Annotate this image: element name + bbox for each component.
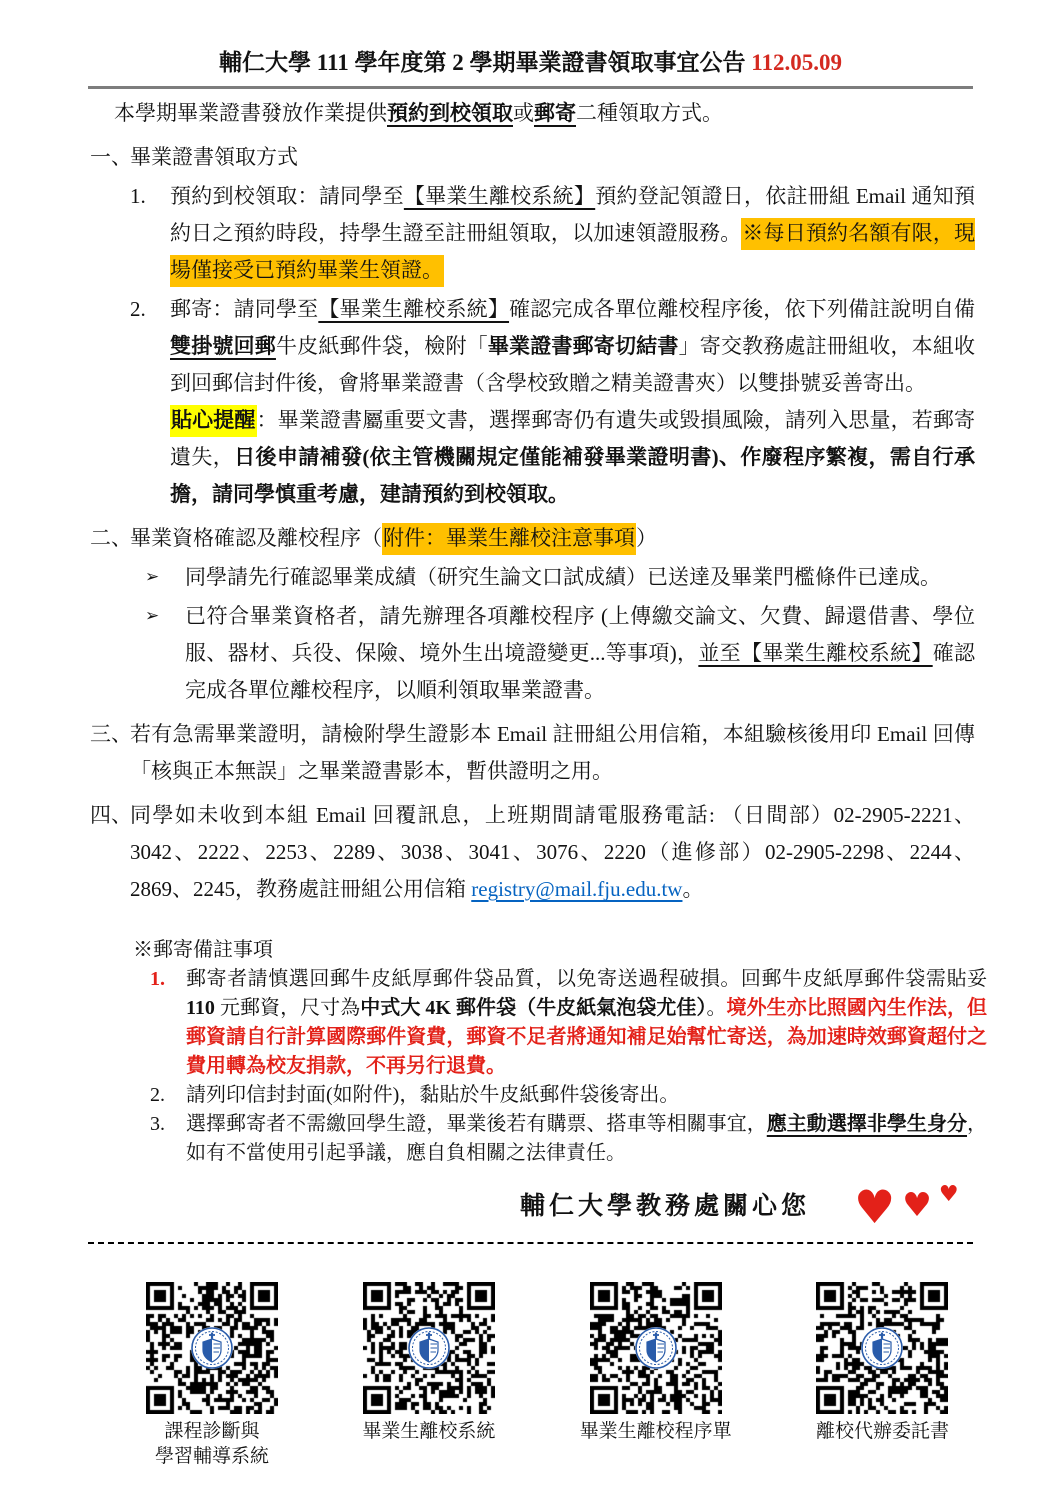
run: ，如有不當使用引起爭議，應自負相關之法律責任。 [186, 1113, 988, 1164]
section1-item-2 [130, 291, 975, 513]
note-number: 2. [150, 1084, 165, 1106]
note-number: 3. [150, 1113, 165, 1135]
qr-code-row [146, 1282, 949, 1469]
run: 預約到校領取 [387, 101, 513, 125]
qr-code [363, 1282, 495, 1414]
section-number: 一、 [90, 145, 132, 169]
section-heading-text [130, 520, 975, 557]
heart-icon: ♥ [854, 1180, 896, 1234]
arrow-bullet-icon: ➢ [145, 606, 160, 626]
warning-text: 境外生亦比照國內生作法，但郵資請自行計算國際郵件資費，郵資不足者將通知補足始幫忙寄送，為加速時效郵資超付之費用轉為校友捐款，不再另行退費。 [186, 997, 988, 1077]
run: 應主動選擇非學生身分 [766, 1113, 968, 1135]
item-text [170, 178, 975, 289]
run: 【畢業生離校系統】 [403, 184, 596, 208]
section-2-heading [90, 520, 975, 557]
heart-icon: ♥ [938, 1182, 959, 1207]
section-4 [90, 797, 975, 908]
run: 元郵資，尺寸為 [214, 997, 361, 1019]
run: 中式大 4K 郵件袋（牛皮紙氣泡袋尤佳） [360, 997, 707, 1019]
closing-text: 輔仁大學教務處關心您 [520, 1193, 811, 1220]
section2-bullet-1 [145, 559, 975, 596]
section-3 [90, 716, 975, 790]
qr-label [155, 1419, 269, 1469]
run: 日後申請補發(依主管機關規定僅能補發畢業證明書)、作廢程序繁複，需自行承擔，請同學慎重考慮，建請預約到校領取。 [170, 445, 976, 506]
note-number: 1. [150, 968, 165, 990]
arrow-bullet-icon: ➢ [145, 567, 160, 587]
mail-note-2 [150, 1081, 987, 1110]
section1-item-1 [130, 178, 975, 289]
qr-item-leaving-system [362, 1282, 495, 1469]
run: 二種領取方式。 [576, 101, 723, 125]
run: 」寄交教務處註冊組收，本組收到回郵信封件後，會將畢業證書（含學校致贈之精美證書夾）以雙掛號妥善寄出。 [170, 334, 976, 395]
section-text [130, 797, 975, 908]
run: 同學請先行確認畢業成績（研究生論文口試成績）已送達及畢業門檻條件已達成。 [185, 565, 941, 589]
item-text [170, 291, 975, 513]
run: 牛皮紙郵件袋，檢附「 [275, 334, 488, 358]
fju-logo-icon [190, 1326, 234, 1370]
run: 畢業資格確認及離校程序（ [130, 526, 382, 550]
qr-item-course-diagnosis [146, 1282, 278, 1469]
attachment-highlight: 附件：畢業生離校注意事項 [382, 523, 636, 555]
bullet-text [185, 598, 975, 709]
run: 選擇郵寄者不需繳回學生證，畢業後若有購票、搭車等相關事宜， [186, 1113, 767, 1135]
section-number: 四、 [90, 803, 132, 827]
qr-label-line: 畢業生離校程序單 [579, 1421, 732, 1442]
mail-note-1 [150, 965, 987, 1081]
run: ） [636, 526, 657, 550]
fju-logo-icon [634, 1326, 678, 1370]
run: 確認完成各單位離校程序，以順利領取畢業證書。 [185, 641, 975, 702]
dashed-divider [88, 1242, 973, 1244]
bullet-text [185, 559, 975, 596]
section-text [130, 716, 975, 790]
section2-bullet-2 [145, 598, 975, 709]
run: 。 [682, 877, 704, 901]
section-number: 二、 [90, 526, 132, 550]
section-1-heading [90, 139, 975, 176]
run: 110 [186, 997, 215, 1019]
run: 同學如未收到本組 Email 回覆訊息，上班期間請電服務電話: （日間部）02-2905-2221、3042、2222、2253、2289、3038、3041、3076、2220（進修部）02-2905-2298、2244、2869、2245，教務處註冊組公用信箱 [130, 803, 975, 901]
item2-paragraph [170, 291, 975, 402]
run: 預約登記領證日，依註冊組 Email 通知預約日之預約時段，持學生證至註冊組領取，以加速領證服務。 [170, 184, 976, 245]
run: 郵寄：請同學至 [170, 297, 319, 321]
qr-label [580, 1419, 732, 1444]
hearts-decoration [854, 1180, 959, 1234]
run: 預約到校領取：請同學至 [170, 184, 404, 208]
qr-code [146, 1282, 278, 1414]
heart-icon: ♥ [902, 1185, 932, 1224]
mail-notes-section [133, 936, 987, 1168]
fju-logo-icon [407, 1326, 451, 1370]
run: ：畢業證書屬重要文書，選擇郵寄仍有遺失或毀損風險，請列入思量，若郵寄遺失， [170, 408, 976, 469]
note-text [186, 1110, 987, 1168]
title-divider [88, 86, 973, 89]
run: 或 [513, 101, 534, 125]
note-text [186, 965, 987, 1081]
run: 郵寄 [534, 101, 576, 125]
run: 已符合畢業資格者，請先辦理各項離校程序 (上傳繳交論文、欠費、歸還借書、學位服、器材、兵役、保險、境外生出境證變更...等事項)， [185, 604, 975, 665]
qr-label-line: 課程診斷與 [164, 1421, 260, 1442]
qr-label-line: 畢業生離校系統 [362, 1421, 496, 1442]
reminder-paragraph [170, 402, 975, 513]
run: 郵寄者請慎選回郵牛皮紙厚郵件袋品質，以免寄送過程破損。回郵牛皮紙厚郵件袋需貼妥 [186, 968, 987, 990]
highlighted-note: ※每日預約名額有限，現場僅接受已預約畢業生領證。 [170, 218, 975, 287]
qr-item-procedure-form [580, 1282, 732, 1469]
document-body [90, 95, 975, 908]
mail-note-3 [150, 1110, 987, 1168]
title-text: 輔仁大學 111 學年度第 2 學期畢業證書領取事宜公告 [219, 50, 752, 75]
run: 雙掛號回郵 [170, 334, 276, 358]
section-number: 三、 [90, 722, 132, 746]
mail-notes-heading: ※郵寄備註事項 [133, 939, 273, 961]
qr-label-line: 離校代辦委託書 [815, 1421, 949, 1442]
qr-code [590, 1282, 722, 1414]
qr-item-proxy-form [816, 1282, 949, 1469]
closing-line [520, 1180, 1061, 1234]
qr-code [816, 1282, 948, 1414]
run: 若有急需畢業證明，請檢附學生證影本 Email 註冊組公用信箱，本組驗核後用印 Email 回傳「核與正本無誤」之畢業證書影本，暫供證明之用。 [130, 722, 975, 783]
run: 並至【畢業生離校系統】 [698, 641, 933, 665]
run: 。 [706, 997, 727, 1019]
qr-label-line: 學習輔導系統 [154, 1446, 269, 1467]
qr-label [816, 1419, 949, 1444]
title-date: 112.05.09 [751, 50, 842, 75]
reminder-tag: 貼心提醒 [170, 405, 257, 437]
item-number: 1. [130, 184, 146, 208]
section-heading-text: 畢業證書領取方式 [130, 145, 298, 169]
page-title [0, 0, 1061, 78]
item-number: 2. [130, 297, 146, 321]
run: 【畢業生離校系統】 [318, 297, 510, 321]
note-text [186, 1081, 987, 1110]
run: 本學期畢業證書發放作業提供 [114, 101, 387, 125]
qr-label [362, 1419, 495, 1444]
run: 確認完成各單位離校程序後，依下列備註說明自備 [509, 297, 976, 321]
intro-paragraph [90, 95, 975, 132]
run: 請列印信封封面(如附件)，黏貼於牛皮紙郵件袋後寄出。 [186, 1084, 680, 1106]
registry-email-link[interactable]: registry@mail.fju.edu.tw [471, 877, 683, 901]
run: 畢業證書郵寄切結書 [487, 334, 679, 358]
fju-logo-icon [860, 1326, 904, 1370]
